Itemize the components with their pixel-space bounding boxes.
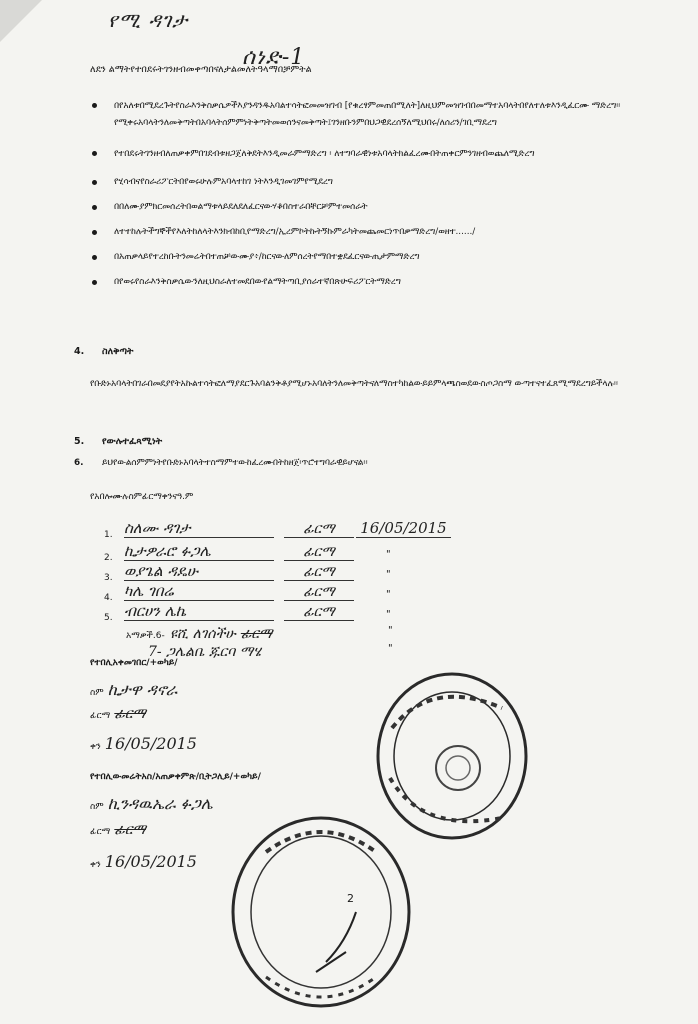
- folded-corner: [0, 0, 42, 42]
- page-number: 2: [347, 892, 354, 905]
- ditto-mark: ": [388, 643, 393, 654]
- observer-name: 7- ጋሌልቤ ጁርባ ማሄ: [148, 644, 261, 660]
- observers-block: [126, 623, 406, 659]
- deliverer-name: ኪንዳዉኤራ ፉጋሌ: [107, 794, 213, 813]
- member-signature: ፊርማ: [284, 584, 354, 601]
- member-name: ብርሀን ሌኬ: [124, 602, 274, 621]
- deliverer-title: የተበሊውመሬትአስ/አጠቃቀምጽ/ቢትጋሊይ/+ወካይ/: [90, 772, 261, 782]
- member-name: ካሌ ገበሬ: [124, 582, 274, 601]
- signature-row: [104, 563, 524, 583]
- receiver-signature-field: [90, 706, 146, 722]
- penalty-paragraph: የቡድኑአባላትበገራበመደያየትአኩልተሳትፎለማያደርጉአባልንቅቶያሚሆኑአባለትንለመቅጣትናለማስተካከልውይይምላጫስወደውስጦጋስማ ውጣተናተፈጸሚማደረግይችላሉ፡፡: [90, 379, 618, 389]
- deliverer-date-field: [90, 852, 197, 871]
- list-item: በየወሩየስራእንቅስቃሴውንለዚህስራለተመደበውየልማትጣቢያሰራተኛበጽሁፍሪፖርትማድረግ: [92, 275, 662, 290]
- name-label: ስም: [90, 802, 104, 812]
- section-6-heading: [74, 458, 368, 468]
- row-number: 2.: [104, 553, 113, 563]
- document-subtitle: ለደን ልማትየተበደሩትገንዘብመቀጣበናለታልመለትዓላማበቻምትል: [90, 64, 312, 75]
- row-number: 5.: [104, 613, 113, 623]
- deliverer-signature: ፊርማ: [114, 822, 146, 838]
- signatures-heading: የአበሎሙሉስምፊርማቀንናዓ.ም: [90, 492, 194, 502]
- row-number: 3.: [104, 573, 113, 583]
- receiver-title: የተበሊአቀመገበር/+ወካይ/: [90, 658, 178, 668]
- section-number: 6.: [74, 458, 84, 468]
- ditto-mark: ": [386, 609, 391, 620]
- receiver-name-field: [90, 680, 177, 700]
- signature-row: [104, 520, 524, 540]
- list-item: የተበደሩትገንዘብለጠቃቀምበገደብቱዘጋጀለቅደትእንዲመራምማድረግ ፡ ለተግባራዊነቱአባላትክልፈረሙበትጠቀርምንገዘብወጨለሚድረግ: [92, 146, 662, 163]
- member-signature: ፊርማ: [284, 564, 354, 581]
- member-signature: ፊርማ: [284, 521, 354, 538]
- observers-label: አማቃች.6-: [126, 631, 165, 641]
- list-item: በበለሙያምክርመሰረትበወልማቱላይደለደለፈርናውሃቆበስተራበቸርቻምተመሰራት: [92, 200, 662, 215]
- row-number: 1.: [104, 530, 113, 540]
- signature-label: ፊርማ: [90, 711, 111, 721]
- observer-name: ዩሺ ለገሰችሁ: [169, 626, 236, 642]
- receiver-name: ኪታዋ ዳኖራ: [107, 680, 178, 699]
- signature-row: [104, 583, 524, 603]
- list-item: የሂሳብናየስራሪፖርትበየወሩሁሉምአባላተከገ ነትእንዲገመገምየሚደረግ: [92, 175, 662, 190]
- handwritten-title: የሚ ዳገታ: [108, 8, 189, 32]
- observer-line: [126, 623, 406, 641]
- signature-date: 16/05/2015: [356, 519, 451, 538]
- official-stamp-bottom: [226, 812, 416, 1012]
- ditto-mark: ": [386, 589, 391, 600]
- member-name: ኪታዎራሮ ፉጋሌ: [124, 542, 274, 561]
- deliverer-name-field: [90, 794, 213, 814]
- section-5-heading: [74, 436, 162, 447]
- section-title: የውሉተፈጻሚነት: [102, 436, 163, 447]
- member-signature: ፊርማ: [284, 604, 354, 621]
- member-name: ስለሙ ዳገታ: [124, 519, 274, 538]
- signature-label: ፊርማ: [90, 827, 111, 837]
- signature-row: [104, 603, 524, 623]
- ditto-mark: ": [386, 569, 391, 580]
- list-item: በአጠቃላይየተረከቡትንመሬትበተጠቻውሙያ፥/ከርናውለምሰረትየማበተቋደፈርናውጢታምማድረግ: [92, 250, 662, 265]
- obligations-list: [92, 98, 662, 300]
- receiver-date: 16/05/2015: [104, 734, 197, 753]
- list-item: በየአለቱበሚደረጉትየስራእንቅስቃሴዎችእያንዳንዱአባልተሳትፎመመዝገብ [የቁረፃምመጠበሚለት]ለዚህምመዝገብበመማተአባላትበየለተለቱእንዲፈርሙ ማድረግ፡፡የሚቀሩአባላትንለመቅጣትበአባላትሰምምነትቅጣትመወሰንናመቅጣት፤ገንዘቡንምበህጋዊደረሰኝለሚህበሩ/ለሰሪን/ገቢማደረግ: [92, 98, 662, 132]
- list-item: ለተተከሉትችግኞችየእለትከለላትእንክብከቢየማድረግ/ኢረምኮትኩትኝኩምራካትመጨመርነጥበቃማድረግ/ወዘተ....../: [92, 225, 662, 240]
- section-title: ይህየውልሰምምነትየቡድኑአባላትተስማምተውከፈረሙበትከዘጀ፡ጥሮተግባራዊይሆናል፡፡: [102, 458, 368, 468]
- signature-row: [104, 543, 524, 563]
- handwritten-annex-label: ሰነድ-1: [242, 45, 306, 70]
- deliverer-signature-field: [90, 822, 146, 838]
- member-name: ወያጌል ዳዴሁ: [124, 562, 274, 581]
- date-label: ቀን: [90, 860, 101, 870]
- name-label: ስም: [90, 688, 104, 698]
- section-number: 5.: [74, 436, 85, 447]
- date-label: ቀን: [90, 742, 101, 752]
- observer-line: [126, 641, 406, 659]
- deliverer-date: 16/05/2015: [104, 852, 197, 871]
- row-number: 4.: [104, 593, 113, 603]
- ditto-mark: ": [388, 625, 393, 636]
- receiver-date-field: [90, 734, 197, 753]
- ditto-mark: ": [386, 549, 391, 560]
- section-title: ስለቅጣት: [102, 346, 134, 357]
- section-number: 4.: [74, 346, 85, 357]
- member-signature: ፊርማ: [284, 544, 354, 561]
- section-4-heading: [74, 346, 133, 357]
- receiver-signature: ፊርማ: [114, 706, 146, 722]
- observer-signature: ፊርማ: [240, 626, 273, 642]
